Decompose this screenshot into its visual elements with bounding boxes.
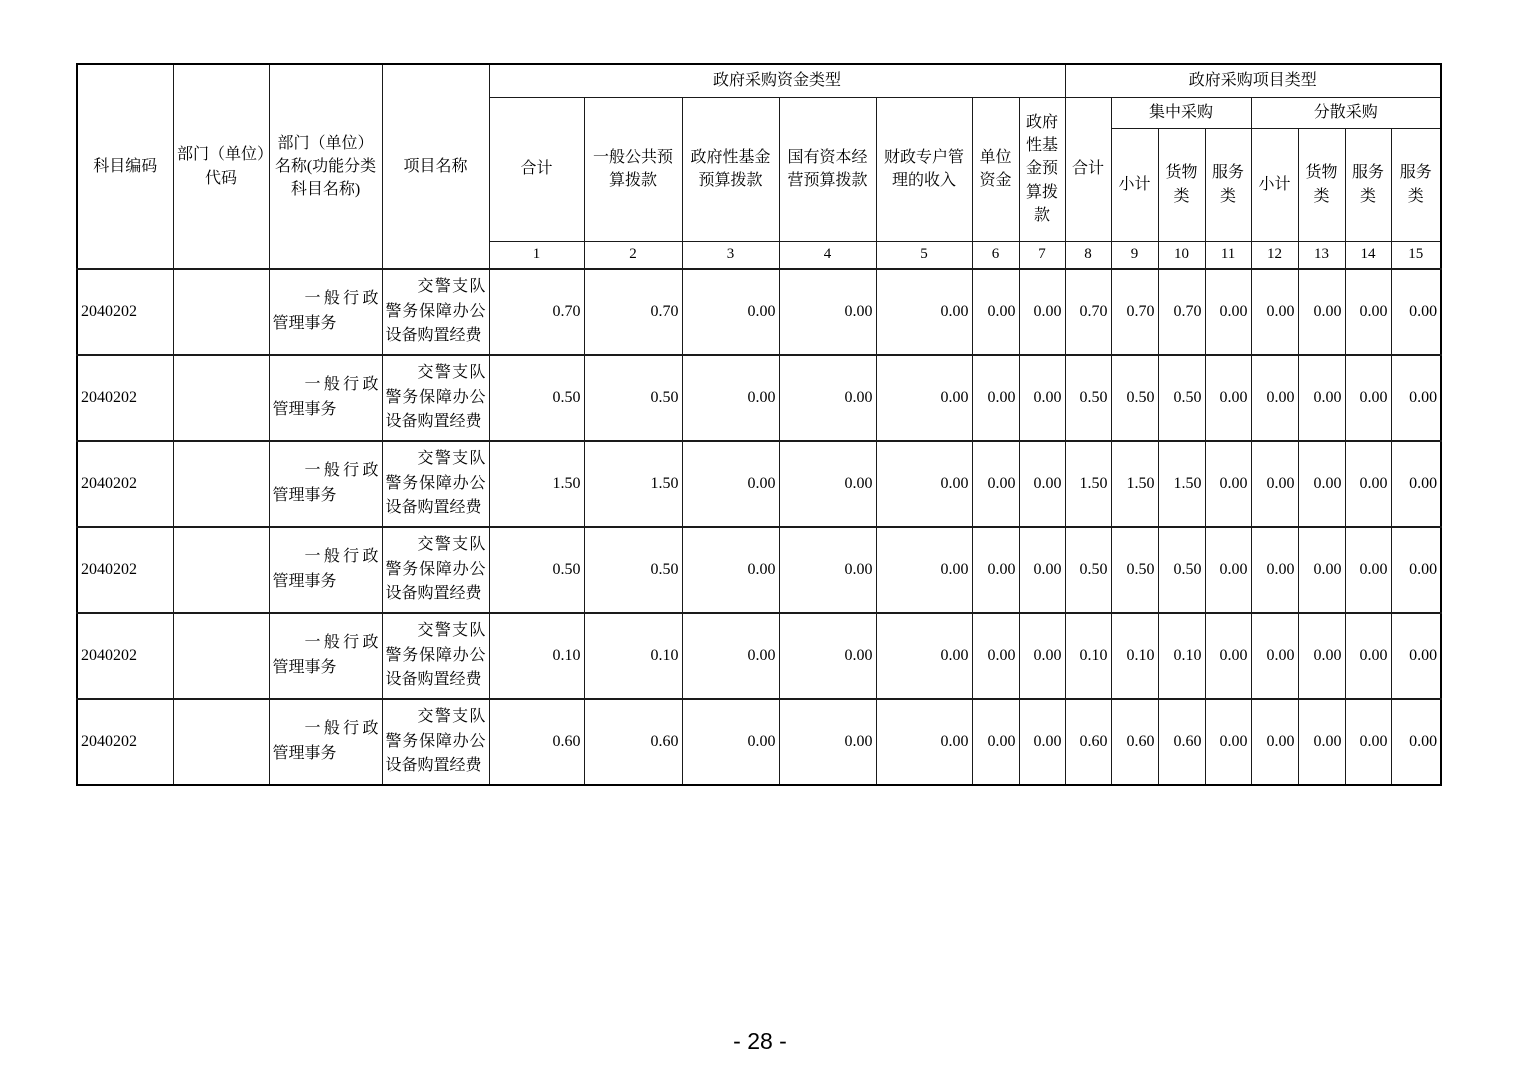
- header-unit-code: 部门（单位）代码: [173, 64, 269, 269]
- header-decentralized-goods: 货物类: [1298, 128, 1345, 241]
- row-value-cell: 0.00: [1019, 527, 1065, 613]
- row-value-cell: 0.00: [972, 613, 1019, 699]
- header-subject-code: 科目编码: [77, 64, 173, 269]
- row-value-cell: 0.00: [1391, 699, 1441, 785]
- row-value-cell: 0.00: [1391, 355, 1441, 441]
- row-value-cell: 0.00: [972, 699, 1019, 785]
- row-value-cell: 0.50: [1158, 527, 1205, 613]
- row-value-cell: 0.00: [972, 355, 1019, 441]
- row-value-cell: 0.00: [876, 527, 972, 613]
- header-unit-name: 部门（单位）名称(功能分类科目名称): [269, 64, 382, 269]
- row-unit-code: [173, 355, 269, 441]
- row-value-cell: 0.00: [972, 527, 1019, 613]
- group-header-fund-type: 政府采购资金类型: [489, 64, 1065, 97]
- row-value-cell: 0.50: [1065, 527, 1111, 613]
- row-value-cell: 0.00: [1019, 355, 1065, 441]
- row-value-cell: 0.70: [1065, 269, 1111, 355]
- row-value-cell: 0.00: [779, 355, 876, 441]
- row-subject-code: 2040202: [77, 269, 173, 355]
- row-value-cell: 0.00: [1019, 269, 1065, 355]
- row-value-cell: 0.00: [682, 441, 779, 527]
- row-project-name: 交警支队警务保障办公设备购置经费: [382, 613, 489, 699]
- row-subject-code: 2040202: [77, 441, 173, 527]
- row-value-cell: 0.00: [1298, 527, 1345, 613]
- row-value-cell: 1.50: [584, 441, 682, 527]
- row-unit-name: 一般行政管理事务: [269, 441, 382, 527]
- row-value-cell: 0.00: [1205, 355, 1251, 441]
- row-value-cell: 0.00: [1345, 527, 1391, 613]
- header-project-name: 项目名称: [382, 64, 489, 269]
- row-value-cell: 0.60: [1158, 699, 1205, 785]
- header-fiscal-account-income: 财政专户管理的收入: [876, 97, 972, 241]
- row-unit-code: [173, 527, 269, 613]
- row-value-cell: 0.00: [1205, 441, 1251, 527]
- header-state-capital-budget: 国有资本经营预算拨款: [779, 97, 876, 241]
- row-value-cell: 0.00: [1205, 613, 1251, 699]
- table-row: [77, 441, 1441, 527]
- row-value-cell: 0.00: [1391, 527, 1441, 613]
- row-value-cell: 0.00: [1391, 441, 1441, 527]
- column-number: 14: [1345, 241, 1391, 269]
- row-value-cell: 0.10: [1158, 613, 1205, 699]
- row-value-cell: 0.00: [1019, 699, 1065, 785]
- column-number: 10: [1158, 241, 1205, 269]
- row-value-cell: 0.00: [1345, 613, 1391, 699]
- row-unit-code: [173, 699, 269, 785]
- row-value-cell: 0.00: [1298, 699, 1345, 785]
- row-value-cell: 0.00: [682, 355, 779, 441]
- header-unit-funds: 单位资金: [972, 97, 1019, 241]
- row-value-cell: 0.60: [489, 699, 584, 785]
- row-value-cell: 0.00: [779, 613, 876, 699]
- row-value-cell: 0.00: [972, 269, 1019, 355]
- column-number: 3: [682, 241, 779, 269]
- group-header-centralized: 集中采购: [1111, 97, 1251, 128]
- row-value-cell: 0.50: [1111, 355, 1158, 441]
- row-value-cell: 0.00: [876, 613, 972, 699]
- row-value-cell: 0.00: [1298, 355, 1345, 441]
- row-project-name: 交警支队警务保障办公设备购置经费: [382, 441, 489, 527]
- row-value-cell: 1.50: [1065, 441, 1111, 527]
- row-value-cell: 0.70: [584, 269, 682, 355]
- row-value-cell: 1.50: [1111, 441, 1158, 527]
- row-value-cell: 0.00: [1345, 269, 1391, 355]
- table-row: [77, 613, 1441, 699]
- table-row: [77, 527, 1441, 613]
- header-decentralized-subtotal: 小计: [1251, 128, 1298, 241]
- column-number: 7: [1019, 241, 1065, 269]
- row-value-cell: 0.00: [1391, 613, 1441, 699]
- header-centralized-subtotal: 小计: [1111, 128, 1158, 241]
- table-row: [77, 269, 1441, 355]
- row-value-cell: 0.50: [1065, 355, 1111, 441]
- row-value-cell: 0.60: [584, 699, 682, 785]
- row-unit-name: 一般行政管理事务: [269, 699, 382, 785]
- row-value-cell: 0.00: [876, 441, 972, 527]
- group-header-project-type: 政府采购项目类型: [1065, 64, 1441, 97]
- row-value-cell: 0.10: [584, 613, 682, 699]
- row-value-cell: 0.00: [876, 269, 972, 355]
- row-value-cell: 0.00: [1251, 613, 1298, 699]
- row-value-cell: 0.00: [779, 269, 876, 355]
- row-value-cell: 0.50: [489, 355, 584, 441]
- column-number: 4: [779, 241, 876, 269]
- header-centralized-services: 服务类: [1205, 128, 1251, 241]
- row-value-cell: 0.00: [682, 269, 779, 355]
- row-value-cell: 0.00: [876, 355, 972, 441]
- row-subject-code: 2040202: [77, 527, 173, 613]
- row-value-cell: 0.70: [1158, 269, 1205, 355]
- row-unit-name: 一般行政管理事务: [269, 527, 382, 613]
- row-project-name: 交警支队警务保障办公设备购置经费: [382, 355, 489, 441]
- row-project-name: 交警支队警务保障办公设备购置经费: [382, 527, 489, 613]
- header-project-total: 合计: [1065, 97, 1111, 241]
- row-value-cell: 0.00: [1251, 355, 1298, 441]
- row-value-cell: 0.00: [1019, 613, 1065, 699]
- row-value-cell: 0.00: [1391, 269, 1441, 355]
- row-value-cell: 0.00: [1298, 441, 1345, 527]
- header-govt-fund-budget: 政府性基金预算拨款: [682, 97, 779, 241]
- header-govt-fund-budget-2: 政府性基金预算拨款: [1019, 97, 1065, 241]
- row-value-cell: 0.00: [1251, 441, 1298, 527]
- row-value-cell: 0.70: [489, 269, 584, 355]
- header-decentralized-services: 服务类: [1345, 128, 1391, 241]
- row-value-cell: 0.00: [1345, 441, 1391, 527]
- row-unit-name: 一般行政管理事务: [269, 613, 382, 699]
- column-number: 2: [584, 241, 682, 269]
- row-value-cell: 0.60: [1111, 699, 1158, 785]
- row-value-cell: 1.50: [1158, 441, 1205, 527]
- row-unit-name: 一般行政管理事务: [269, 355, 382, 441]
- row-project-name: 交警支队警务保障办公设备购置经费: [382, 269, 489, 355]
- column-number: 12: [1251, 241, 1298, 269]
- row-value-cell: 0.00: [779, 527, 876, 613]
- row-value-cell: 0.00: [1205, 527, 1251, 613]
- row-subject-code: 2040202: [77, 355, 173, 441]
- row-value-cell: 0.00: [1251, 527, 1298, 613]
- row-project-name: 交警支队警务保障办公设备购置经费: [382, 699, 489, 785]
- column-number: 9: [1111, 241, 1158, 269]
- row-value-cell: 0.00: [682, 527, 779, 613]
- row-value-cell: 0.00: [1298, 269, 1345, 355]
- header-general-public-budget: 一般公共预算拨款: [584, 97, 682, 241]
- row-value-cell: 0.50: [584, 527, 682, 613]
- row-value-cell: 0.00: [1251, 269, 1298, 355]
- header-centralized-goods: 货物类: [1158, 128, 1205, 241]
- row-value-cell: 0.00: [1298, 613, 1345, 699]
- row-subject-code: 2040202: [77, 613, 173, 699]
- header-fund-total: 合计: [489, 97, 584, 241]
- procurement-budget-table: [76, 63, 1442, 786]
- row-value-cell: 0.00: [1205, 699, 1251, 785]
- row-value-cell: 0.50: [489, 527, 584, 613]
- header-decentralized-services-2: 服务类: [1391, 128, 1441, 241]
- row-value-cell: 0.00: [972, 441, 1019, 527]
- page-number: - 28 -: [733, 1028, 787, 1054]
- row-value-cell: 0.10: [1065, 613, 1111, 699]
- row-value-cell: 0.50: [584, 355, 682, 441]
- row-value-cell: 0.00: [1345, 355, 1391, 441]
- row-value-cell: 0.00: [1019, 441, 1065, 527]
- row-value-cell: 0.10: [1111, 613, 1158, 699]
- row-value-cell: 0.60: [1065, 699, 1111, 785]
- row-value-cell: 0.70: [1111, 269, 1158, 355]
- table-row: [77, 699, 1441, 785]
- row-value-cell: 0.00: [779, 441, 876, 527]
- column-number: 6: [972, 241, 1019, 269]
- row-value-cell: 0.10: [489, 613, 584, 699]
- table-row: [77, 355, 1441, 441]
- row-value-cell: 0.00: [1205, 269, 1251, 355]
- column-number: 13: [1298, 241, 1345, 269]
- column-number: 1: [489, 241, 584, 269]
- row-value-cell: 0.00: [876, 699, 972, 785]
- row-value-cell: 0.00: [779, 699, 876, 785]
- row-value-cell: 0.00: [682, 613, 779, 699]
- column-number: 11: [1205, 241, 1251, 269]
- row-value-cell: 0.00: [1251, 699, 1298, 785]
- column-number: 8: [1065, 241, 1111, 269]
- row-value-cell: 1.50: [489, 441, 584, 527]
- row-value-cell: 0.00: [1345, 699, 1391, 785]
- row-unit-code: [173, 613, 269, 699]
- row-value-cell: 0.00: [682, 699, 779, 785]
- column-number: 15: [1391, 241, 1441, 269]
- row-unit-code: [173, 269, 269, 355]
- row-value-cell: 0.50: [1111, 527, 1158, 613]
- row-subject-code: 2040202: [77, 699, 173, 785]
- column-number: 5: [876, 241, 972, 269]
- row-unit-code: [173, 441, 269, 527]
- group-header-decentralized: 分散采购: [1251, 97, 1441, 128]
- row-unit-name: 一般行政管理事务: [269, 269, 382, 355]
- row-value-cell: 0.50: [1158, 355, 1205, 441]
